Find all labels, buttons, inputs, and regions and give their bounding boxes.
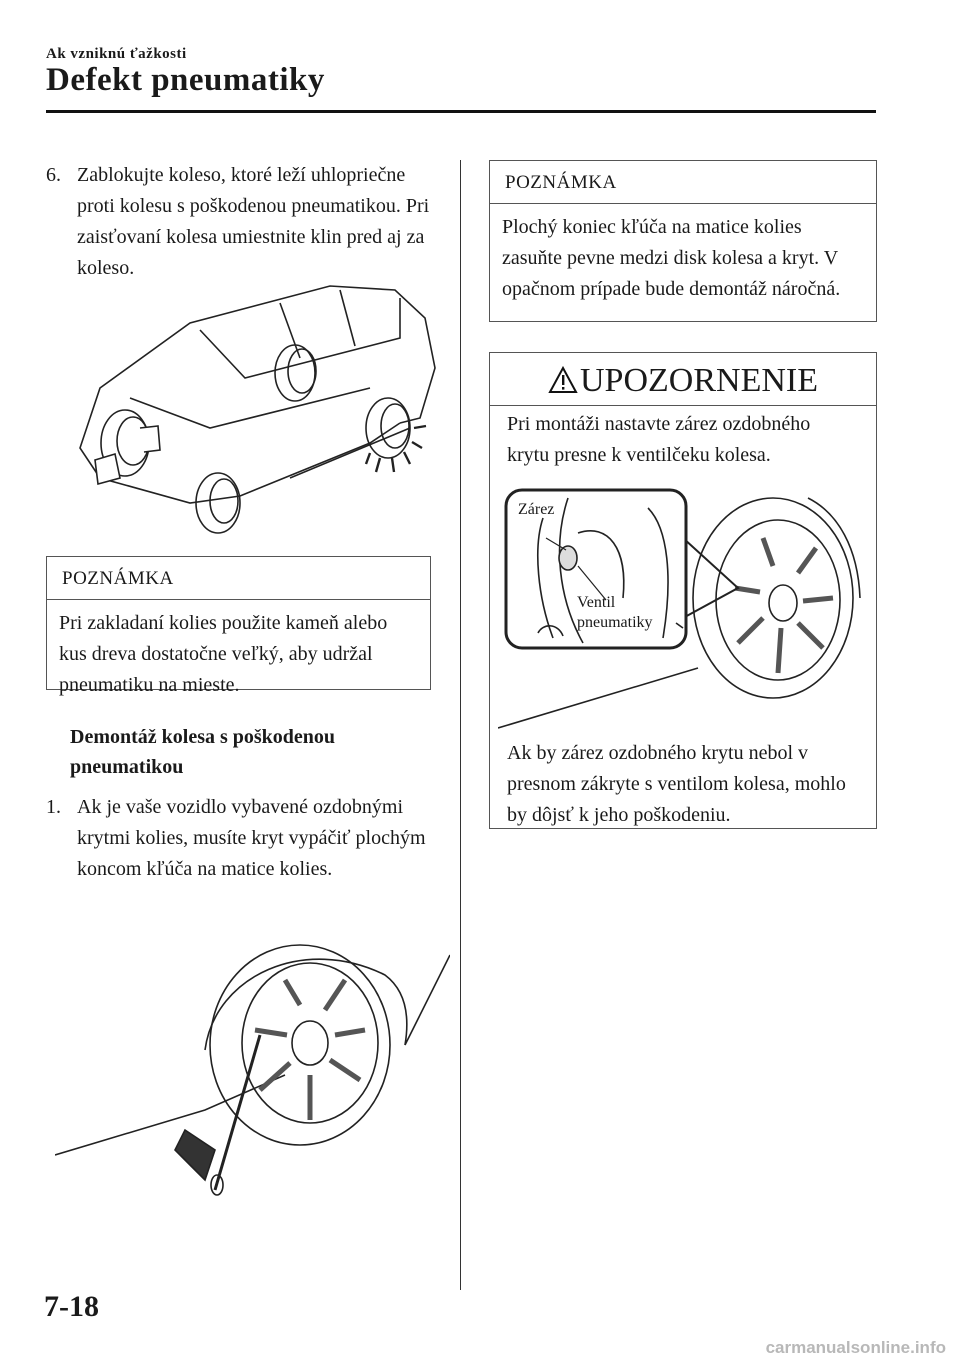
page-title: Defekt pneumatiky: [46, 62, 325, 98]
step-text: Ak je vaše vozidlo vybavené ozdobnými krytmi kolies, musíte kryt vypáčiť plochým koncom kľúča na matice kolies.: [77, 796, 426, 880]
car-lower-outline: [80, 418, 400, 503]
warning-text: Ak by zárez ozdobného krytu nebol v presnom zákryte s ventilom kolesa, mohlo by dôjsť k jeho poškodeniu.: [507, 742, 846, 826]
step-1: [46, 792, 446, 922]
damage-marks: [366, 426, 426, 472]
valve-notch-illustration: [498, 488, 868, 733]
column-divider: [460, 160, 461, 1290]
watermark: carmanualsonline.info: [765, 1338, 946, 1357]
warning-title: UPOZORNENIE: [580, 362, 818, 399]
header-divider: [46, 110, 876, 113]
step-text: Zablokujte koleso, ktoré leží uhlopriečne proti kolesu s poškodenou pneumatikou. Pri zaisťovaní kolesa umiestnite klin pred aj za koleso.: [77, 164, 430, 279]
note-text: Pri zakladaní kolies použite kameň alebo kus dreva dostatočne veľký, aby udržal pneumatiku na mieste.: [59, 612, 388, 696]
hubcap-spokes: [255, 980, 365, 1120]
note-text: Plochý koniec kľúča na matice kolies zasuňte pevne medzi disk kolesa a kryt. V opačnom prípade bude demontáž náročná.: [502, 216, 841, 300]
note-box: [489, 160, 877, 322]
hubcap-removal-illustration: [55, 935, 450, 1200]
label-valve-line1: Ventil: [577, 594, 616, 611]
note-heading: POZNÁMKA: [490, 161, 876, 204]
push-arrow: [175, 1130, 215, 1180]
wrench: [215, 1035, 260, 1190]
ground-line: [55, 1075, 285, 1155]
label-notch: Zárez: [518, 501, 555, 518]
step-6: [46, 160, 446, 290]
step-number: 6.: [46, 164, 61, 186]
label-valve: [577, 593, 653, 633]
warning-box: [489, 352, 877, 829]
note-box: [46, 556, 431, 696]
label-valve-line2: pneumatiky: [577, 614, 653, 631]
step-number: 1.: [46, 796, 61, 818]
warning-heading: [490, 353, 876, 406]
ground-line: [498, 668, 698, 728]
car-window-line: [200, 298, 400, 378]
hubcap-spokes: [735, 538, 833, 673]
car-wheel-chock-illustration: [70, 278, 440, 538]
warning-triangle-icon: [548, 366, 578, 394]
page-number: 7-18: [44, 1290, 99, 1323]
warning-text: Pri montáži nastavte zárez ozdobného krytu presne k ventilčeku kolesa.: [507, 413, 811, 466]
subsection-heading: Demontáž kolesa s poškodenou pneumatikou: [70, 726, 336, 778]
valve-stem: [559, 546, 577, 570]
wheel-rear-left: [275, 345, 315, 401]
wheel-arch: [205, 959, 407, 1050]
section-label: Ak vzniknú ťažkosti: [46, 46, 187, 62]
wheel-chock: [95, 454, 120, 484]
note-heading: POZNÁMKA: [47, 557, 430, 600]
